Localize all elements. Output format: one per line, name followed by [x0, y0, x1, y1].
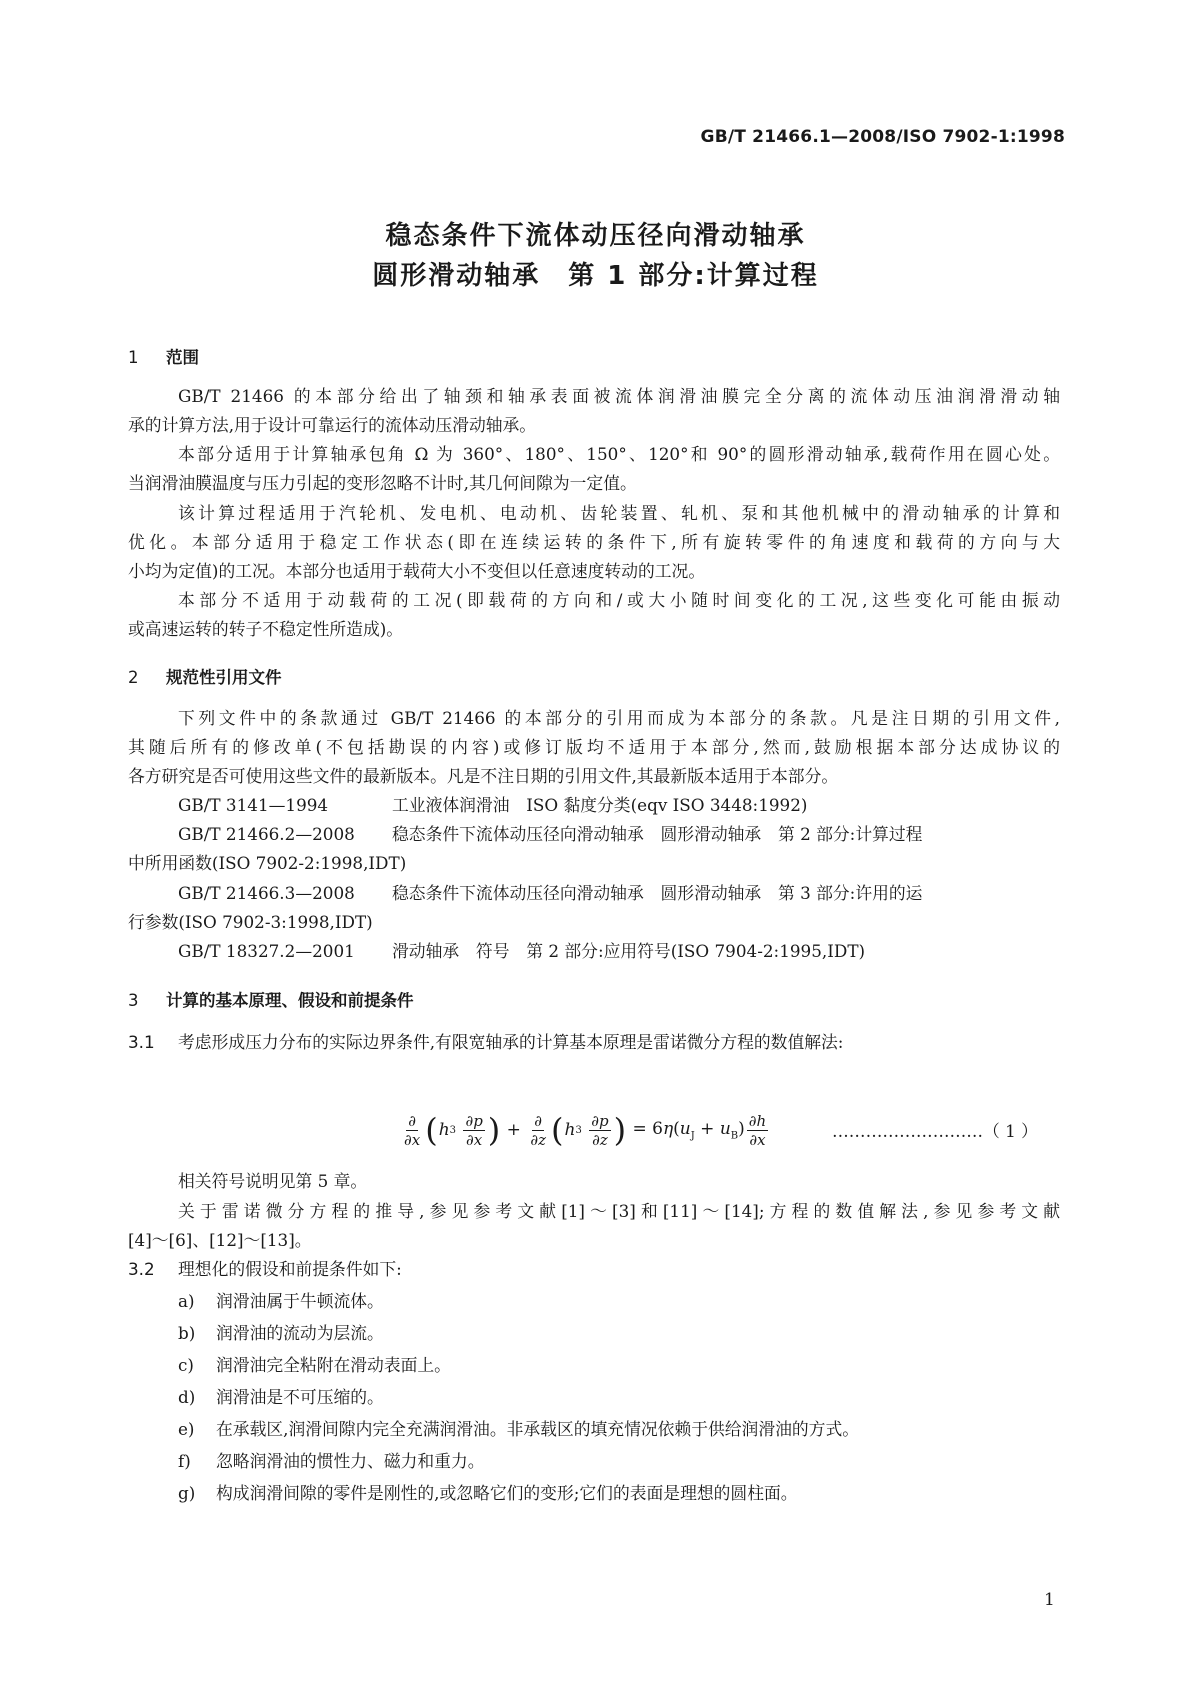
- reference-entry: [178, 938, 1060, 962]
- list-item-text: 润滑油的流动为层流。: [216, 1323, 384, 1343]
- list-item: [178, 1480, 1060, 1504]
- pressure-gradient-z: $\frac{\partial p}{\partial z}$: [591, 1111, 609, 1149]
- list-item-label: a): [178, 1291, 195, 1311]
- list-item-label: b): [178, 1323, 196, 1343]
- reference-entry: [178, 821, 1060, 845]
- references-intro-line-2: 其随后所有的修改单(不包括勘误的内容)或修订版均不适用于本部分,然而,鼓励根据本部分达成协议的: [128, 737, 1060, 757]
- list-item-text: 润滑油完全粘附在滑动表面上。: [216, 1355, 451, 1375]
- scope-para-2-line-1: 本部分适用于计算轴承包角 Ω 为 360°、180°、150°、120°和 90°的圆形滑动轴承,载荷作用在圆心处。: [178, 444, 1060, 464]
- reynolds-equation: $\frac{\partial}{\partial x}$ ( h 3 $\frac{\partial p}{\partial x}$ ) + $\frac{\partial}{\partial z}$ ( h 3 $\frac{\partial p}{\partial z}$ ) = $6\eta(u_J + u_B)$ $\frac{\partial h}{\partial x}$: [404, 1111, 767, 1149]
- list-item: [178, 1352, 1060, 1376]
- reference-entry: [178, 792, 1060, 816]
- list-item: [178, 1448, 1060, 1472]
- standard-identifier: GB/T 21466.1—2008/ISO 7902-1:1998: [700, 127, 1065, 147]
- list-item-label: c): [178, 1355, 194, 1375]
- reference-entry: [178, 880, 1060, 904]
- list-item-label: f): [178, 1451, 191, 1471]
- reference-title: 滑动轴承 符号 第 2 部分:应用符号(ISO 7904-2:1995,IDT): [392, 941, 866, 961]
- reference-title: 稳态条件下流体动压径向滑动轴承 圆形滑动轴承 第 2 部分:计算过程: [392, 824, 923, 844]
- section-2-heading: [128, 664, 282, 688]
- list-item-text: 构成润滑间隙的零件是刚性的,或忽略它们的变形;它们的表面是理想的圆柱面。: [216, 1483, 798, 1503]
- scope-para-2-line-2: 当润滑油膜温度与压力引起的变形忽略不计时,其几何间隙为一定值。: [128, 473, 637, 493]
- scope-para-4-line-1: 本部分不适用于动载荷的工况(即载荷的方向和/或大小随时间变化的工况,这些变化可能由振动: [178, 590, 1060, 610]
- section-title: 计算的基本原理、假设和前提条件: [166, 991, 414, 1010]
- clause-number: 3.1: [128, 1032, 155, 1052]
- reference-entry-continuation: 中所用函数(ISO 7902-2:1998,IDT): [128, 853, 407, 873]
- scope-para-1-line-2: 承的计算方法,用于设计可靠运行的流体动压滑动轴承。: [128, 415, 537, 435]
- pressure-gradient-x: $\frac{\partial p}{\partial x}$: [465, 1111, 483, 1149]
- list-item: [178, 1384, 1060, 1408]
- list-item-text: 忽略润滑油的惯性力、磁力和重力。: [216, 1451, 485, 1471]
- references-note-line-1: 关于雷诺微分方程的推导,参见参考文献[1]～[3]和[11]～[14];方程的数值解法,参见参考文献: [178, 1201, 1060, 1221]
- document-title-line-1: 稳态条件下流体动压径向滑动轴承: [385, 221, 806, 251]
- clause-text: 考虑形成压力分布的实际边界条件,有限宽轴承的计算基本原理是雷诺微分方程的数值解法:: [178, 1032, 844, 1052]
- section-title: 范围: [166, 348, 199, 367]
- partial-derivative-x: $\frac{\partial}{\partial x}$: [404, 1111, 421, 1149]
- reference-code: GB/T 21466.3—2008: [178, 883, 355, 903]
- section-number: 2: [128, 668, 139, 687]
- clause-3-2: [128, 1256, 1060, 1280]
- scope-para-1-line-1: GB/T 21466 的本部分给出了轴颈和轴承表面被流体润滑油膜完全分离的流体动压油润滑滑动轴: [178, 386, 1060, 406]
- list-item-text: 在承载区,润滑间隙内完全充满润滑油。非承载区的填充情况依赖于供给润滑油的方式。: [216, 1419, 860, 1439]
- list-item-label: g): [178, 1483, 196, 1503]
- scope-para-4-line-2: 或高速运转的转子不稳定性所造成)。: [128, 619, 404, 639]
- list-item-label: e): [178, 1419, 195, 1439]
- scope-para-3-line-3: 小均为定值)的工况。本部分也适用于载荷大小不变但以任意速度转动的工况。: [128, 561, 706, 581]
- list-item-text: 润滑油属于牛顿流体。: [216, 1291, 384, 1311]
- section-1-heading: [128, 344, 199, 368]
- reference-title: 稳态条件下流体动压径向滑动轴承 圆形滑动轴承 第 3 部分:许用的运: [392, 883, 923, 903]
- scope-para-3-line-1: 该计算过程适用于汽轮机、发电机、电动机、齿轮装置、轧机、泵和其他机械中的滑动轴承的计算和: [178, 503, 1060, 523]
- reference-title: 工业液体润滑油 ISO 黏度分类(eqv ISO 3448:1992): [392, 795, 808, 815]
- section-title: 规范性引用文件: [166, 668, 282, 687]
- gap-gradient-x: $\frac{\partial h}{\partial x}$: [748, 1111, 767, 1149]
- references-intro-line-1: 下列文件中的条款通过 GB/T 21466 的本部分的引用而成为本部分的条款。凡是注日期的引用文件,: [178, 708, 1060, 728]
- scope-para-3-line-2: 优化。本部分适用于稳定工作状态(即在连续运转的条件下,所有旋转零件的角速度和载荷的方向与大: [128, 532, 1060, 552]
- page-number: 1: [1044, 1590, 1055, 1610]
- clause-number: 3.2: [128, 1259, 155, 1279]
- reference-code: GB/T 21466.2—2008: [178, 824, 355, 844]
- list-item: [178, 1416, 1060, 1440]
- references-intro-line-3: 各方研究是否可使用这些文件的最新版本。凡是不注日期的引用文件,其最新版本适用于本部分。: [128, 766, 839, 786]
- references-note-line-2: [4]～[6]、[12]～[13]。: [128, 1230, 312, 1250]
- document-title-line-2: 圆形滑动轴承 第 1 部分:计算过程: [372, 261, 819, 291]
- clause-text: 理想化的假设和前提条件如下:: [178, 1259, 402, 1279]
- reference-code: GB/T 18327.2—2001: [178, 941, 355, 961]
- reference-code: GB/T 3141—1994: [178, 795, 329, 815]
- section-3-heading: [128, 987, 414, 1011]
- list-item: [178, 1320, 1060, 1344]
- equation-number: ………………………（ 1 ）: [832, 1121, 1038, 1141]
- reference-entry-continuation: 行参数(ISO 7902-3:1998,IDT): [128, 912, 373, 932]
- symbols-note: 相关符号说明见第 5 章。: [178, 1171, 368, 1191]
- list-item: [178, 1288, 1060, 1312]
- section-number: 1: [128, 348, 139, 367]
- clause-3-1: [128, 1029, 1060, 1053]
- partial-derivative-z: $\frac{\partial}{\partial z}$: [530, 1111, 547, 1149]
- list-item-text: 润滑油是不可压缩的。: [216, 1387, 384, 1407]
- section-number: 3: [128, 991, 139, 1010]
- list-item-label: d): [178, 1387, 196, 1407]
